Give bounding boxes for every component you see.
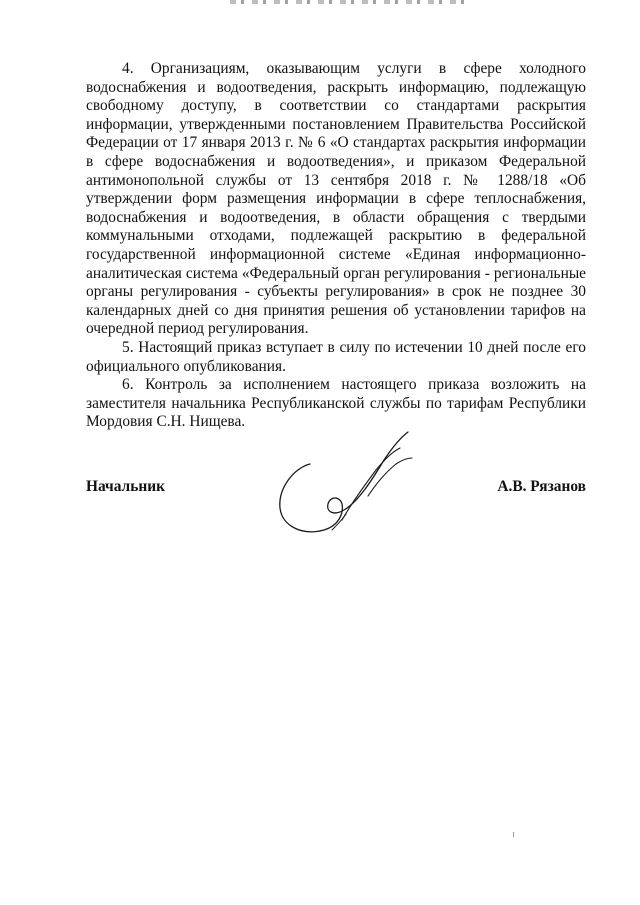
scan-speck <box>513 832 514 837</box>
paragraph-4: 4. Организациям, оказывающим услуги в сфере холодного водоснабжения и водоотведения, раскрыть информацию, подлежащую свободному доступу, в соответствии со стандартами раскрытия информации, утвержденными постановлением Правительства Российской Федерации от 17 января 2013 г. № 6 «О стандартах раскрытия информации в сфере водоснабжения и водоотведения», и приказом Федеральной антимонопольной службы от 13 сентября 2018 г. № 1288/18 «Об утверждении форм размещения информации в сфере теплоснабжения, водоснабжения и водоотведения, в области обращения с твердыми коммунальными отходами, подлежащей раскрытию в федеральной государственной информационной системе «Единая информационно-аналитическая система «Федеральный орган регулирования - региональные органы регулирования - субъекты регулирования» в срок не позднее 30 календарных дней со дня принятия решения об установлении тарифов на очередной период регулирования. <box>86 60 586 338</box>
paragraph-5: 5. Настоящий приказ вступает в силу по истечении 10 дней после его официального опубликования. <box>86 338 586 375</box>
paragraph-6: 6. Контроль за исполнением настоящего приказа возложить на заместителя начальника Республиканской службы по тарифам Республики Мордовия С.Н. Нищева. <box>86 376 586 431</box>
scan-artifact <box>230 0 470 4</box>
signatory-name: А.В. Рязанов <box>497 478 586 495</box>
handwritten-signature-icon <box>272 430 422 540</box>
signatory-title: Начальник <box>86 478 165 495</box>
order-body <box>86 60 586 432</box>
